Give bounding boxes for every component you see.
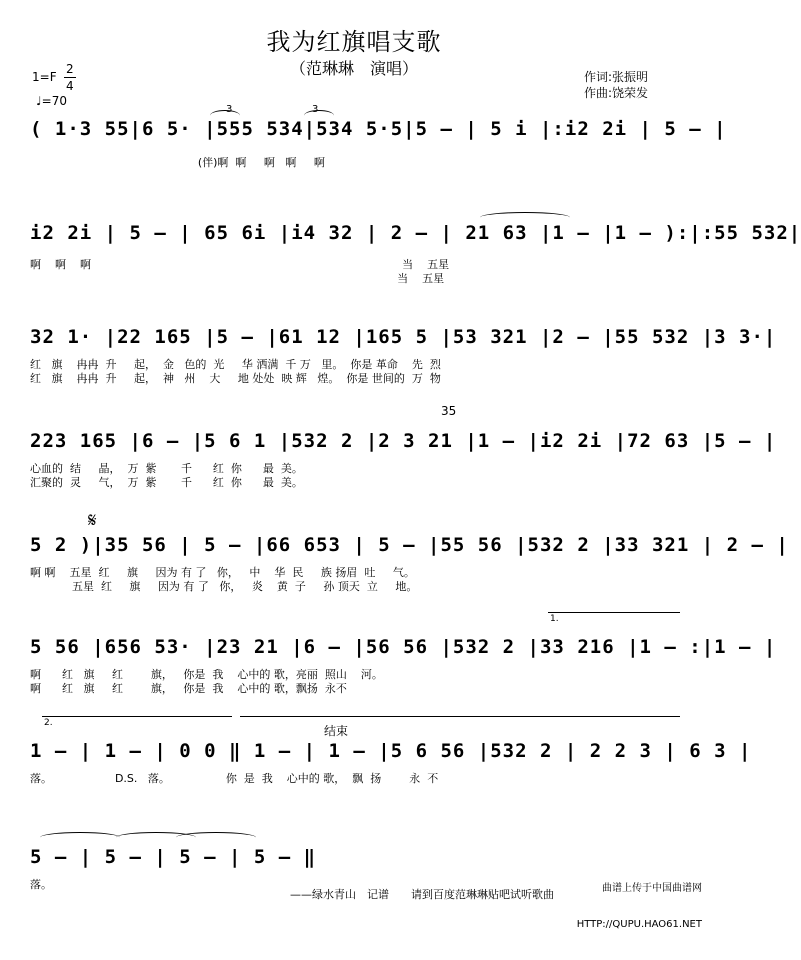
notation-line-3: 32 1· |22 165 |5 – |61 12 |165 5 |53 321 |2 – |55 532 |3 3·|	[30, 326, 777, 348]
key-signature: 1=F	[32, 70, 57, 84]
lyrics-line-5-verse-2: 五星 红 旗 因为 有 了 你， 炎 黄 子 孙 顶天 立 地。	[30, 580, 418, 593]
triplet-mark: 3	[226, 104, 233, 115]
slur	[304, 110, 334, 121]
score-line-6	[30, 636, 777, 695]
lyricist-credit: 作词:张振明	[583, 70, 648, 84]
lyrics-line-3-verse-2: 红 旗 冉冉 升 起， 神 州 大 地 处处 映 辉 煌。 你是 世间的 万 物	[30, 372, 441, 385]
ending-2-label: 2.	[44, 718, 53, 728]
ending-2-bracket	[42, 716, 232, 717]
segno-icon: 𝄋	[88, 508, 97, 532]
watermark	[577, 859, 702, 943]
end-label: 结束	[324, 724, 349, 738]
watermark-line-2: HTTP://QUPU.HAO61.NET	[576, 919, 702, 930]
ending-1-bracket	[548, 612, 680, 613]
score-line-2	[30, 222, 801, 285]
score-line-3	[30, 326, 777, 385]
transcriber-credit: ——绿水青山 记谱 请到百度范琳琳贴吧试听歌曲	[290, 888, 554, 901]
slur	[210, 110, 240, 121]
composer-credit: 作曲:饶荣发	[583, 86, 648, 100]
lyrics-line-7-verse-1: 落。 D.S. 落。 你 是 我 心中的 歌， 飘 扬 永 不	[30, 772, 439, 785]
score-line-1	[30, 118, 727, 169]
ending-1-label: 1.	[550, 614, 559, 624]
notation-line-8: 5 – | 5 – | 5 – | 5 – ‖	[30, 846, 317, 868]
triplet-mark: 3	[312, 104, 319, 115]
score-line-4	[30, 430, 777, 489]
slur	[480, 212, 570, 223]
score-line-7	[30, 740, 752, 790]
lyrics-line-2-verse-1: 啊 啊 啊 当 五星	[30, 258, 450, 271]
score-line-5	[30, 534, 789, 593]
interval-mark: 35	[441, 404, 457, 418]
watermark-line-1: 曲谱上传于中国曲谱网	[602, 883, 702, 894]
tempo-marking: ♩=70	[36, 94, 67, 108]
lyrics-line-3-verse-1: 红 旗 冉冉 升 起， 金 色的 光 华 洒满 千 万 里。 你是 革命 先 烈	[30, 358, 441, 371]
lyrics-line-5-verse-1: 啊 啊 五星 红 旗 因为 有 了 你， 中 华 民 族 扬眉 吐 气。	[30, 566, 415, 579]
lyrics-line-2-verse-2: 当 五星	[30, 272, 445, 285]
time-signature-line	[64, 77, 76, 78]
notation-line-4: 223 165 |6 – |5 6 1 |532 2 |2 3 21 |1 – |i2 2i |72 63 |5 – |	[30, 430, 777, 452]
song-subtitle: （范琳琳 演唱）	[289, 59, 418, 78]
slur	[40, 832, 120, 843]
coda-bracket	[240, 716, 680, 717]
lyrics-line-4-verse-2: 汇聚的 灵 气， 万 紫 千 红 你 最 美。	[30, 476, 303, 489]
time-signature-top: 2	[66, 62, 74, 76]
notation-line-2: i2 2i | 5 – | 65 6i |i4 32 | 2 – | 21 63 |1 – |1 – ):|:55 532|	[30, 222, 801, 244]
slur	[176, 832, 256, 843]
lyrics-line-4-verse-1: 心血的 结 晶， 万 紫 千 红 你 最 美。	[30, 462, 303, 475]
lyrics-line-6-verse-1: 啊 红 旗 红 旗， 你是 我 心中的 歌，亮丽 照山 河。	[30, 668, 383, 681]
notation-line-1: ( 1·3 55|6 5· |555 534|534 5·5|5 – | 5 i |:i2 2i | 5 – |	[30, 118, 727, 140]
notation-line-7: 1 – | 1 – | 0 0 ‖ 1 – | 1 – |5 6 56 |532 2 | 2 2 3 | 6 3 |	[30, 740, 752, 762]
lyrics-line-8-verse-1: 落。	[30, 878, 52, 891]
time-signature-bottom: 4	[66, 79, 74, 93]
notation-line-6: 5 56 |656 53· |23 21 |6 – |56 56 |532 2 |33 216 |1 – :|1 – |	[30, 636, 777, 658]
lyrics-line-6-verse-2: 啊 红 旗 红 旗， 你是 我 心中的 歌，飘扬 永不	[30, 682, 347, 695]
song-title: 我为红旗唱支歌	[266, 28, 442, 56]
notation-line-5: 5 2 )|35 56 | 5 – |66 653 | 5 – |55 56 |532 2 |33 321 | 2 – |	[30, 534, 789, 556]
lyrics-line-1-verse-1: (伴)啊 啊 啊 啊 啊	[30, 156, 325, 169]
